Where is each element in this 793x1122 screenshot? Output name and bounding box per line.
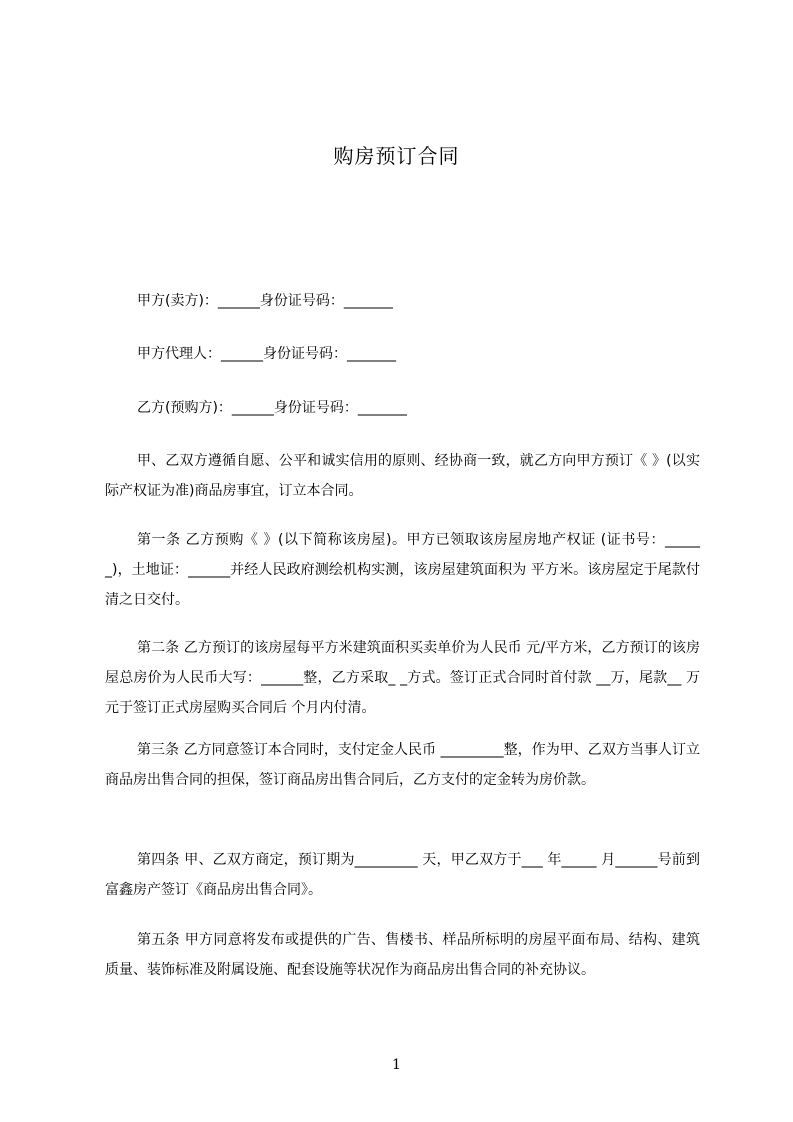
article-3: 第三条 乙方同意签订本合同时，支付定金人民币 _________整，作为甲、乙双方当事人订立商品房出售合同的担保，签订商品房出售合同后，乙方支付的定金转为房价款。 <box>105 742 700 788</box>
page-number: 1 <box>392 1057 401 1073</box>
article-4: 第四条 甲、乙双方商定，预订期为_________ 天，甲乙双方于___ 年_____ 月______号前到富鑫房产签订《商品房出售合同》。 <box>105 852 700 898</box>
article-5: 第五条 甲方同意将发布或提供的广告、售楼书、样品所标明的房屋平面布局、结构、建筑质量、装饰标准及附属设施、配套设施等状况作为商品房出售合同的补充协议。 <box>105 932 700 978</box>
article-1: 第一条 乙方预购《 》(以下简称该房屋)。甲方已领取该房屋房地产权证 (证书号：______)，土地证：______并经人民政府测绘机构实测，该房屋建筑面积为 平方米。该房屋定于尾款付清之日交付。 <box>105 532 700 608</box>
party-buyer: 乙方(预购方)：______身份证号码：_______ <box>137 400 407 416</box>
document-title: 购房预订合同 <box>333 144 460 168</box>
preamble-paragraph: 甲、乙双方遵循自愿、公平和诚实信用的原则、经协商一致，就乙方向甲方预订《 》(以实际产权证为准)商品房事宜，订立本合同。 <box>105 453 700 499</box>
party-seller: 甲方(卖方)：______身份证号码：_______ <box>137 293 393 309</box>
article-2: 第二条 乙方预订的该房屋每平方米建筑面积买卖单价为人民币 元/平方米，乙方预订的该房屋总房价为人民币大写：______整，乙方采取_ _方式。签订正式合同时首付款 __万，尾款__ 万元于签订正式房屋购买合同后 个月内付清。 <box>105 640 700 716</box>
party-seller-agent: 甲方代理人：______身份证号码：_______ <box>137 346 396 362</box>
